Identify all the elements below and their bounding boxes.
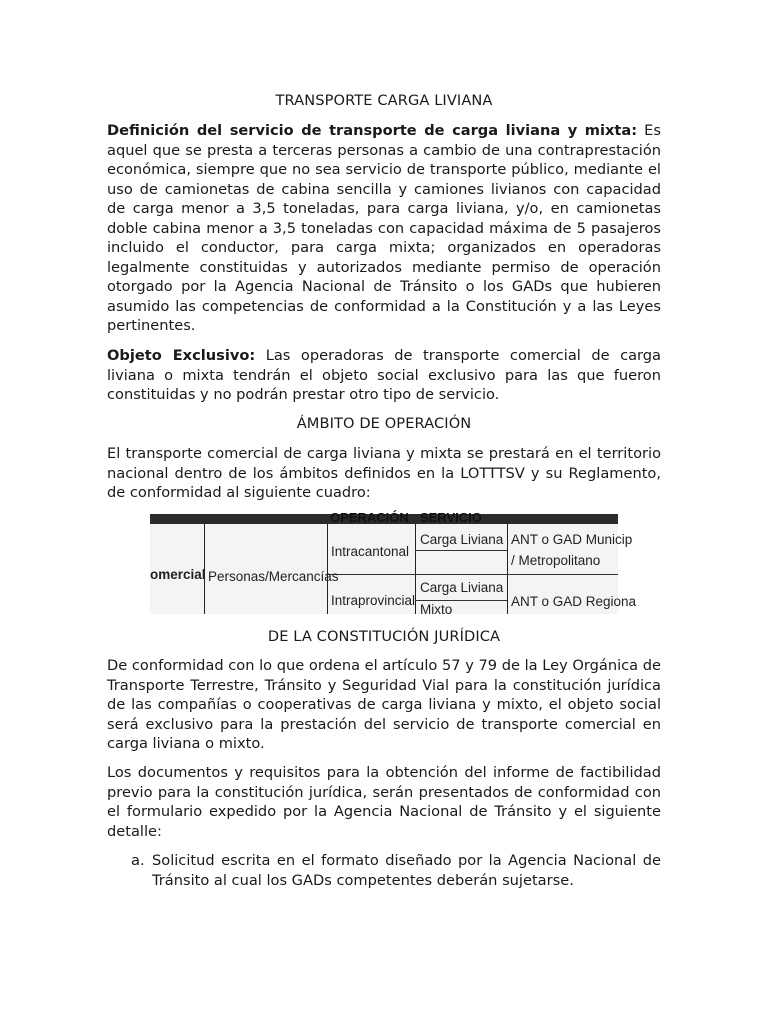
constitucion-paragraph: De conformidad con lo que ordena el artículo 57 y 79 de la Ley Orgánica de Transporte Terrestre, Tránsito y Seguridad Vial para la constitución jurídica de las compañías o cooperativas de carga liviana y mixto, el objeto social será exclusivo para la prestación del servicio de transporte comercial en carga liviana o mixto.	[107, 657, 661, 752]
definition-text: Es aquel que se presta a terceras personas a cambio de una contraprestación económica, siempre que no sea servicio de transporte público, mediante el uso de camionetas de cabina sencilla y camiones livianos con capacidad de carga menor a 3,5 toneladas, para carga liviana, y/o, en camionetas doble cabina menor a 3,5 toneladas con capacidad máxima de 5 pasajeros incluido el conductor, para carga mixta; organizados en operadoras legalmente constituidas y autorizados mediante permiso de operación otorgado por la Agencia Nacional de Tránsito o los GADs que hubieren asumido las competencias de conformidad a la Constitución y a las Leyes pertinentes.	[107, 122, 662, 334]
table-row-label: omercial	[150, 567, 206, 582]
table-cell-carga-liviana: Carga Liviana	[420, 580, 504, 595]
table-cell-intracantonal: Intracantonal	[331, 544, 410, 559]
table-cell-carga-liviana: Carga Liviana	[420, 532, 504, 547]
list-marker: a.	[131, 852, 145, 869]
table-cell-mixto: Mixto	[420, 602, 453, 617]
ambito-paragraph: El transporte comercial de carga liviana y mixta se prestará en el territorio nacional dentro de los ámbitos definidos en la LOTTTSV y su Reglamento, de conformidad al siguiente cuadro:	[107, 445, 661, 501]
table-cell-persons: Personas/Mercancías	[208, 569, 339, 584]
table-divider	[507, 524, 508, 614]
objeto-paragraph	[107, 346, 661, 405]
definition-label: Definición del servicio de transporte de carga liviana y mixta:	[107, 122, 638, 139]
constitucion-heading: DE LA CONSTITUCIÓN JURÍDICA	[267, 628, 501, 645]
table-divider	[415, 550, 507, 551]
objeto-label: Objeto Exclusivo:	[107, 347, 256, 364]
objeto-text: Las operadoras de transporte comercial de carga liviana o mixta tendrán el objeto social exclusivo para las que fueron constituidas y no podrán prestar otro tipo de servicio.	[107, 347, 662, 403]
list-item	[107, 851, 661, 890]
header-operacion: OPERACIÓN	[330, 510, 409, 525]
table-cell-ant-municipal: ANT o GAD Municip	[511, 532, 633, 547]
table-divider	[415, 600, 507, 601]
header-servicio: SERVICIO	[420, 510, 482, 525]
page-title: TRANSPORTE CARGA LIVIANA	[275, 92, 493, 109]
table-divider	[327, 574, 618, 575]
table-cell-metropolitano: / Metropolitano	[511, 553, 601, 568]
table-cell-intraprovincial: Intraprovincial	[331, 593, 416, 608]
list-item-text: Solicitud escrita en el formato diseñado por la Agencia Nacional de Tránsito al cual los GADs competentes deberán sujetarse.	[152, 852, 661, 889]
operation-scope-table	[150, 510, 637, 617]
table-cell-ant-regional: ANT o GAD Regiona	[511, 594, 637, 609]
definition-paragraph	[107, 121, 661, 336]
documentos-paragraph: Los documentos y requisitos para la obtención del informe de factibilidad previo para la constitución jurídica, serán presentados de conformidad con el formulario expedido por la Agencia Nacional de Tránsito y el siguiente detalle:	[107, 764, 661, 840]
requirements-list	[107, 851, 661, 890]
ambito-heading: ÁMBITO DE OPERACIÓN	[296, 415, 472, 432]
